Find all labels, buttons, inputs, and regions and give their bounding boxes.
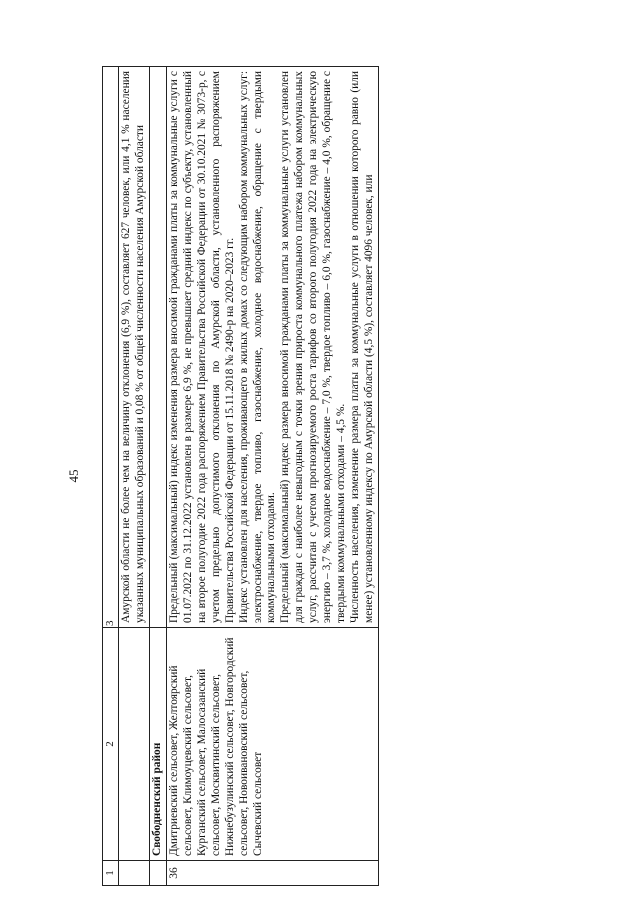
table-row	[167, 67, 379, 886]
paragraph: Предельный (максимальный) индекс изменения размера вносимой гражданами платы за коммунальные услуги с 01.07.2022 по 31.12.2022 установлен в размере 6,9 %, не превышает средний индекс по субъекту, установленный на второе полугодие 2022 года распоряжением Правительства Российской Федерации от 30.10.2021 № 3073-р, с учетом предельно допустимого отклонения по Амурской области, установленного распоряжением Правительства Российской Федерации от 15.11.2018 № 2490-р на 2020–2023 гг.	[168, 71, 236, 623]
cell-empty	[150, 67, 167, 628]
district-row	[150, 67, 167, 886]
paragraph: Индекс установлен для населения, проживающего в жилых домах со следующим набором коммунальных услуг: электроснабжение, твердое топливо, газоснабжение, холодное водоснабжение, обращение с твердыми коммунальными отходами.	[237, 71, 278, 623]
page-number: 45	[66, 469, 81, 483]
row-number: 36	[167, 861, 379, 886]
paragraph: Численность населения, изменение размера платы за коммунальные услуги в отношении которого равно (или менее) установленному индексу по Амурской области (4,5 %), составляет 4096 человек, или	[348, 71, 375, 623]
continuation-text: Амурской области не более чем на величину отклонения (6,9 %), составляет 627 человек, или 4,1 % населения указанных муниципальных образований и 0,08 % от общей численности населения Амурской области	[119, 67, 150, 628]
header-col-2: 2	[103, 628, 119, 861]
cell-empty	[119, 861, 150, 886]
header-col-1: 1	[103, 861, 119, 886]
district-name: Свободненский район	[150, 628, 167, 861]
table-row	[119, 67, 150, 886]
cell-empty	[119, 628, 150, 861]
header-col-3: 3	[103, 67, 119, 628]
table-header-row	[103, 67, 119, 886]
tariff-index-table	[102, 66, 379, 886]
rotated-page	[66, 66, 566, 886]
municipalities-list: Дмитриевский сельсовет, Желтоярский сельсовет, Климоуцевский сельсовет, Курганский сельсовет, Малосазанский сельсовет, Москвитинский сельсовет, Нижнебузулинский сельсовет, Новгородский сельсовет, Новоивановский сельсовет, Сычевский сельсовет	[167, 628, 379, 861]
paragraph: Предельный (максимальный) индекс размера вносимой гражданами платы за коммунальные услуги установлен для граждан с наиболее невыгодным с точки зрения прироста коммунального платежа набором коммунальных услуг, рассчитан с учетом прогнозируемого роста тарифов со второго полугодия 2022 года на электрическую энергию – 3,7 %, холодное водоснабжение – 7,0 %, твердое топливо – 6,0 %, газоснабжение – 4,0 %, обращение с твердыми коммунальными отходами – 4,5 %.	[279, 71, 347, 623]
cell-empty	[150, 861, 167, 886]
row-description	[167, 67, 379, 628]
